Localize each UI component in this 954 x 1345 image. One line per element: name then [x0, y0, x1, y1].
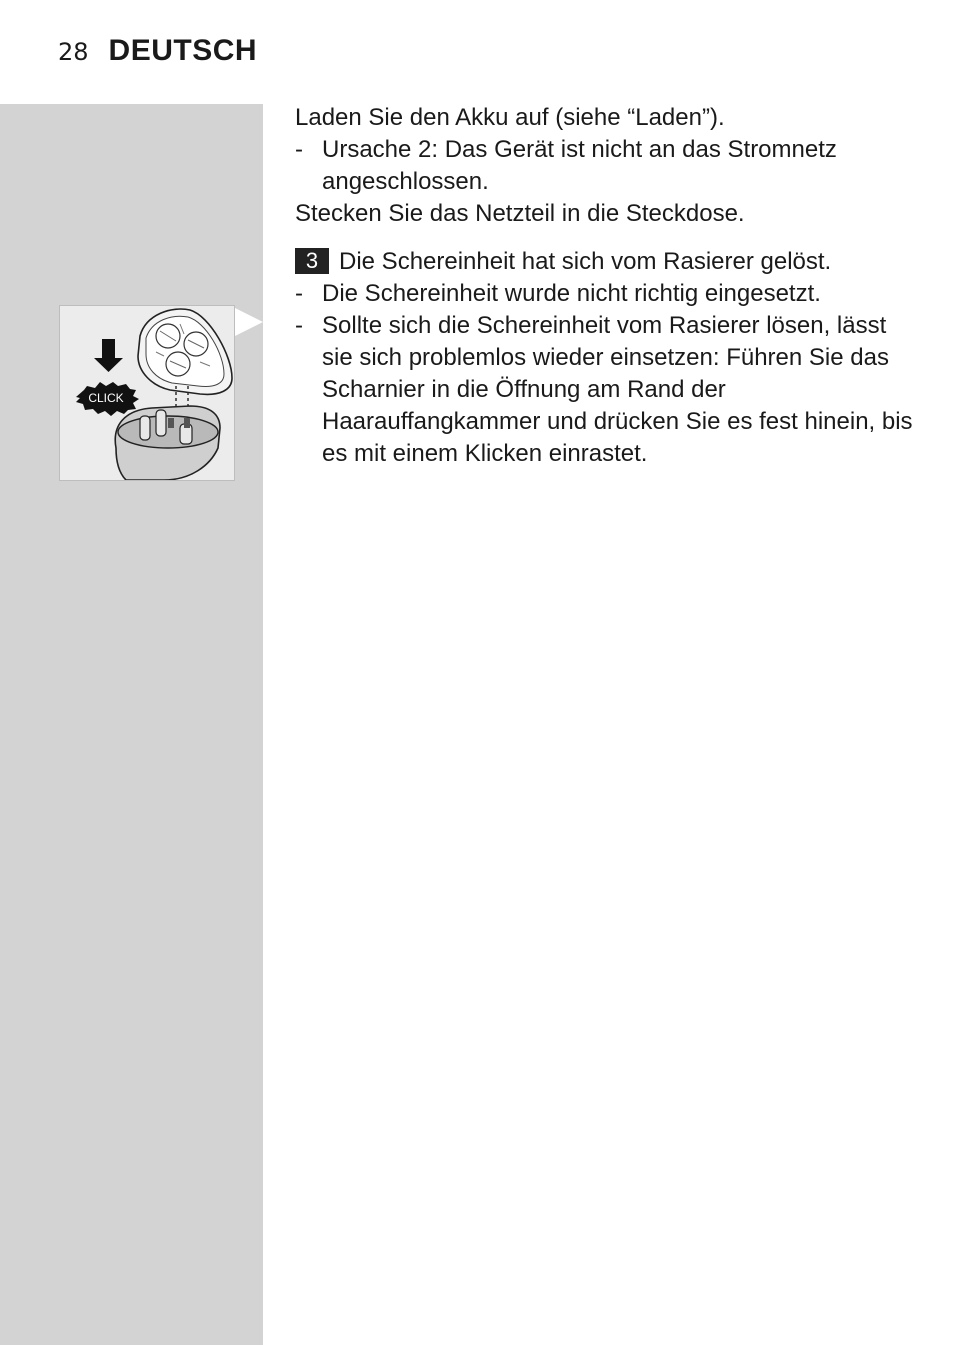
list-item-text: Ursache 2: Das Gerät ist nicht an das Stromnetz angeschlossen.	[322, 136, 837, 195]
section-title: DEUTSCH	[108, 34, 258, 67]
page-header	[58, 34, 257, 74]
shaver-body-icon	[115, 406, 220, 480]
step-heading	[295, 246, 915, 278]
list-dash: -	[295, 136, 303, 163]
arrow-down-icon	[94, 339, 123, 372]
shaver-head-click-icon	[60, 306, 234, 480]
shaving-head-icon	[138, 309, 232, 394]
list-item-text: Sollte sich die Schereinheit vom Rasierer lösen, lässt sie sich problemlos wieder einsetzen: Führen Sie das Scharnier in die Öffnung am Rand der Haarauffangkammer und drücken Sie es fest hinein, bis es mit einem Klicken einrastet.	[322, 312, 913, 467]
list-item	[295, 134, 915, 198]
list-item	[295, 310, 915, 470]
callout-pointer	[235, 308, 263, 336]
list-dash: -	[295, 312, 303, 339]
text-line: Stecken Sie das Netzteil in die Steckdose.	[295, 200, 745, 227]
click-label: CLICK	[88, 391, 124, 405]
page-number: 28	[58, 38, 89, 66]
list-item-text: Die Schereinheit wurde nicht richtig eingesetzt.	[322, 280, 821, 307]
list-dash: -	[295, 280, 303, 307]
sidebar-column	[0, 104, 263, 1345]
step-number-badge: 3	[295, 248, 329, 274]
list-item	[295, 278, 915, 310]
step-title: Die Schereinheit hat sich vom Rasierer gelöst.	[339, 248, 832, 275]
text-line: Laden Sie den Akku auf (siehe “Laden”).	[295, 104, 725, 131]
illustration-figure	[59, 305, 235, 481]
main-content	[295, 102, 915, 470]
